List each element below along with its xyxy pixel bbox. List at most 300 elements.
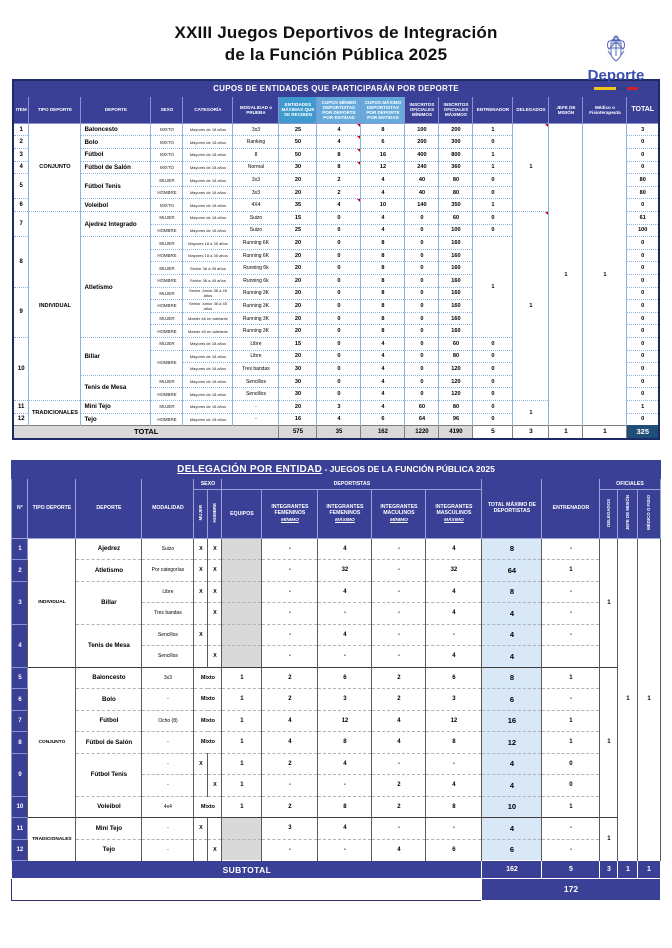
cell: Mayores de 18 años: [183, 161, 233, 174]
cell: 2: [317, 186, 361, 199]
cell: 4: [318, 581, 372, 603]
cell: 160: [439, 325, 473, 338]
table-row: [12, 732, 660, 754]
cell: HOMBRE: [151, 388, 183, 401]
header-cell: DELEGADOS: [513, 96, 549, 123]
cell: 9: [13, 287, 29, 337]
cell: Mayores de 18 años: [183, 199, 233, 212]
cell: Senior 36 a 45 años: [183, 275, 233, 288]
cell: Tenis de Mesa: [76, 624, 142, 667]
cell: 0: [317, 262, 361, 275]
cell: 15: [279, 337, 317, 350]
cell: 4: [482, 646, 542, 668]
cell: Bolo: [81, 136, 151, 149]
cell: -: [542, 581, 600, 603]
cell: 4: [318, 818, 372, 840]
cell: 0: [317, 375, 361, 388]
cell: 4: [318, 538, 372, 560]
t2-title-row: [12, 460, 660, 478]
cell: 4: [262, 732, 318, 754]
cell: Fútbol de Salón: [76, 732, 142, 754]
cell: [12, 879, 482, 901]
cell: MUJER: [151, 287, 183, 300]
cell: 12: [361, 161, 405, 174]
cell: 6: [12, 689, 28, 711]
cell: 120: [439, 363, 473, 376]
cell: Fútbol de Salón: [81, 161, 151, 174]
cell: 16: [361, 149, 405, 162]
cell: 1: [222, 753, 262, 775]
cell: 4: [361, 400, 405, 413]
cell: -: [542, 839, 600, 861]
cell: 20: [279, 262, 317, 275]
cell: 0: [627, 363, 659, 376]
cell: 4: [372, 732, 426, 754]
cell: [208, 818, 222, 840]
cell: -: [542, 624, 600, 646]
cell: MUJER: [151, 262, 183, 275]
cell: Voleibol: [76, 796, 142, 818]
cell: 3x3: [142, 667, 194, 689]
cell: 200: [439, 123, 473, 136]
cell: Senior Junior 36 a 45 años: [183, 287, 233, 300]
cell: 4: [361, 363, 405, 376]
cell: 80: [439, 174, 473, 187]
cell: 1: [513, 212, 549, 401]
cell: -: [318, 603, 372, 625]
cell: 3: [262, 818, 318, 840]
header-cell: MÉDICO O FISIO: [638, 489, 660, 538]
cell: [194, 775, 208, 797]
header-cell: OFICIALES: [600, 478, 660, 489]
cell: 2: [372, 689, 426, 711]
cell: Running 3K: [233, 287, 279, 300]
cell: SUBTOTAL: [12, 861, 482, 879]
cell: MUJER: [151, 212, 183, 225]
cell: [222, 603, 262, 625]
cell: [222, 646, 262, 668]
cell: Tenis de Mesa: [81, 375, 151, 400]
cell: 16: [279, 413, 317, 426]
cell: [222, 560, 262, 582]
cell: INDIVIDUAL: [29, 212, 81, 401]
cell: 0: [317, 325, 361, 338]
cell: Mayores de 18 años: [183, 186, 233, 199]
header-cell: CATEGORÍA: [183, 96, 233, 123]
table-row: [12, 753, 660, 775]
cell: 1: [583, 123, 627, 425]
cell: [194, 646, 208, 668]
cell: 20: [279, 300, 317, 313]
cell: 7: [13, 212, 29, 237]
header-cell: EQUIPOS: [222, 489, 262, 538]
cell: 32: [426, 560, 482, 582]
cell: -: [426, 818, 482, 840]
header-cell: INTEGRANTES FEMENINOS MÍNIMO: [262, 489, 318, 538]
cell: 8: [318, 732, 372, 754]
cell: 2: [372, 775, 426, 797]
cell: 6: [426, 839, 482, 861]
cell: 160: [439, 287, 473, 300]
cell: Billar: [81, 337, 151, 375]
cell: -: [262, 538, 318, 560]
cell: 4: [361, 350, 405, 363]
cell: Mixto: [194, 710, 222, 732]
cell: X: [194, 753, 208, 775]
cell: 0: [627, 388, 659, 401]
cell: 0: [405, 287, 439, 300]
cell: 80: [439, 186, 473, 199]
cell: 2: [262, 753, 318, 775]
header-cell: INSCRITOS OFICIALES MÁXIMOS: [439, 96, 473, 123]
cell: 0: [317, 350, 361, 363]
cell: Mayores de 18 años: [183, 388, 233, 401]
cell: -: [426, 753, 482, 775]
cell: Libre: [233, 337, 279, 350]
cell: 4: [361, 212, 405, 225]
cell: 8: [361, 275, 405, 288]
cell: 162: [361, 426, 405, 439]
colombia-crest-icon: [574, 34, 658, 66]
cell: 400: [405, 149, 439, 162]
cell: 0: [627, 149, 659, 162]
cell: Mayores de 18 años: [183, 400, 233, 413]
t2-header-group-row: [12, 478, 660, 489]
cell: 60: [439, 337, 473, 350]
cell: -: [142, 818, 194, 840]
page-title: [0, 22, 672, 67]
cell: 40: [405, 174, 439, 187]
cell: 1: [222, 710, 262, 732]
cell: Senior 36 a 45 años: [183, 262, 233, 275]
cell: Ajedrez: [76, 538, 142, 560]
table-row: [12, 581, 660, 603]
cell: 1: [12, 538, 28, 560]
cell: 0: [627, 262, 659, 275]
cell: 1: [600, 818, 618, 861]
cell: -: [262, 603, 318, 625]
cell: 3: [627, 123, 659, 136]
cell: 3: [318, 689, 372, 711]
cell: 3: [600, 861, 618, 879]
cell: 1: [627, 400, 659, 413]
cell: 5: [12, 667, 28, 689]
cell: 1: [542, 732, 600, 754]
cell: Mayores de 18 años: [183, 174, 233, 187]
cell: 4: [482, 753, 542, 775]
cell: -: [262, 775, 318, 797]
cell: 12: [12, 839, 28, 861]
cell: MUJER: [151, 375, 183, 388]
cell: 1: [542, 667, 600, 689]
cell: 0: [405, 249, 439, 262]
cell: 8: [318, 796, 372, 818]
cell: HOMBRE: [151, 325, 183, 338]
cell: Sencillos: [142, 624, 194, 646]
table-row: [12, 560, 660, 582]
cell: 0: [627, 300, 659, 313]
cell: 350: [439, 199, 473, 212]
cell: 0: [627, 275, 659, 288]
cell: 8: [361, 325, 405, 338]
cell: Mayores 18 a 35 años: [183, 249, 233, 262]
cell: 0: [473, 337, 513, 350]
cell: 4: [317, 413, 361, 426]
header-cell: JEFE DE MISIÓN: [618, 489, 638, 538]
cell: 11: [12, 818, 28, 840]
grand-total-row: [12, 879, 660, 901]
cell: -: [262, 560, 318, 582]
cell: 61: [627, 212, 659, 225]
cell: 3: [426, 689, 482, 711]
cell: HOMBRE: [151, 350, 183, 375]
cell: 0: [473, 136, 513, 149]
cell: 4: [426, 581, 482, 603]
cell: 1: [600, 538, 618, 667]
header-cell: CUPOS MÁXIMO DEPORTISTAS POR DEPORTE POR ENTIDAD: [361, 96, 405, 123]
cell: HOMBRE: [151, 413, 183, 426]
cell: 160: [439, 249, 473, 262]
cell: 172: [482, 879, 660, 901]
cell: Running 6k: [233, 275, 279, 288]
cell: 140: [405, 199, 439, 212]
cell: Libre: [233, 350, 279, 363]
cell: -: [142, 753, 194, 775]
cell: 3: [12, 581, 28, 624]
cell: 3: [317, 400, 361, 413]
cell: 2: [372, 796, 426, 818]
cell: -: [542, 538, 600, 560]
header-cell: CUPOS MÍNIMO DEPORTISTAS POR DEPORTE POR ENTIDAD: [317, 96, 361, 123]
cell: 10: [482, 796, 542, 818]
cell: -: [372, 560, 426, 582]
cell: 1: [473, 149, 513, 162]
cell: HOMBRE: [151, 275, 183, 288]
cell: 12: [13, 413, 29, 426]
cell: 8: [482, 538, 542, 560]
cell: X: [208, 560, 222, 582]
cell: -: [372, 646, 426, 668]
cell: Atletismo: [81, 237, 151, 338]
cell: Suizo: [233, 224, 279, 237]
cell: 360: [439, 161, 473, 174]
cell: 0: [405, 312, 439, 325]
cell: 4: [361, 174, 405, 187]
cell: X: [208, 603, 222, 625]
cell: 60: [405, 400, 439, 413]
cell: HOMBRE: [151, 249, 183, 262]
cell: -: [372, 753, 426, 775]
cell: 162: [482, 861, 542, 879]
cell: 35: [279, 199, 317, 212]
cell: 0: [317, 300, 361, 313]
cell: Mixto: [194, 732, 222, 754]
cell: -: [318, 839, 372, 861]
cell: 4: [361, 186, 405, 199]
cell: 8: [233, 149, 279, 162]
header-cell: DEPORTISTAS: [222, 478, 482, 489]
cell: Por categorías: [142, 560, 194, 582]
page: [0, 22, 672, 901]
cell: -: [233, 400, 279, 413]
cell: 4: [361, 337, 405, 350]
cell: 8: [13, 237, 29, 287]
cell: 8: [317, 161, 361, 174]
cell: 2: [262, 667, 318, 689]
cell: 4: [426, 646, 482, 668]
cell: 1220: [405, 426, 439, 439]
cell: MIXTO: [151, 161, 183, 174]
cell: 0: [473, 363, 513, 376]
cell: 11: [13, 400, 29, 413]
cell: X: [208, 538, 222, 560]
cell: 0: [627, 161, 659, 174]
page-title-line2: de la Función Pública 2025: [224, 45, 448, 65]
cell: 80: [439, 350, 473, 363]
cell: [208, 753, 222, 775]
header-cell: ENTRENADOR: [473, 96, 513, 123]
cell: -: [142, 839, 194, 861]
cell: 1: [549, 426, 583, 439]
cell: MIXTO: [151, 136, 183, 149]
cell: 0: [317, 224, 361, 237]
cell: 1: [222, 689, 262, 711]
delegacion-por-entidad-table: [11, 460, 660, 901]
cell: 1: [638, 861, 660, 879]
cupos-por-deporte-table: [12, 79, 660, 440]
cell: 3x3: [233, 123, 279, 136]
cell: -: [142, 689, 194, 711]
cell: 10: [361, 199, 405, 212]
cell: 0: [627, 199, 659, 212]
cell: Running 6k: [233, 262, 279, 275]
cell: 0: [627, 136, 659, 149]
cell: -: [262, 624, 318, 646]
deporte-wordmark: Deporte: [587, 67, 645, 84]
cell: Mayores de 18 años: [183, 413, 233, 426]
cell: 20: [279, 312, 317, 325]
cell: 100: [405, 123, 439, 136]
cell: 1: [600, 667, 618, 818]
cell: -: [372, 538, 426, 560]
cell: Baloncesto: [81, 123, 151, 136]
cell: Master 46 en adelante: [183, 312, 233, 325]
t1-title-row: [13, 80, 659, 97]
cell: Mayores de 18 años: [183, 136, 233, 149]
cell: 0: [405, 325, 439, 338]
cell: 4: [317, 123, 361, 136]
header-cell: MODALIDAD o PRUEBA: [233, 96, 279, 123]
cell: 1: [542, 560, 600, 582]
cell: 8: [361, 262, 405, 275]
cell: 0: [627, 237, 659, 250]
cell: X: [194, 538, 208, 560]
cell: 4: [262, 710, 318, 732]
cell: Mixto: [194, 796, 222, 818]
cell: 8: [317, 149, 361, 162]
cell: 0: [405, 262, 439, 275]
table-row: [12, 538, 660, 560]
cell: 12: [426, 710, 482, 732]
cell: 6: [361, 413, 405, 426]
cell: Running 3K: [233, 325, 279, 338]
cell: Fútbol: [76, 710, 142, 732]
cell: 9: [12, 753, 28, 796]
cell: 20: [279, 275, 317, 288]
cell: 2: [262, 796, 318, 818]
cell: [542, 646, 600, 668]
cell: 4x4: [142, 796, 194, 818]
cell: 0: [405, 275, 439, 288]
cell: 3x3: [233, 174, 279, 187]
cell: 0: [405, 237, 439, 250]
cell: 8: [361, 249, 405, 262]
cell: 60: [439, 212, 473, 225]
cell: 1: [583, 426, 627, 439]
cell: 1: [13, 123, 29, 136]
cell: Tejo: [81, 413, 151, 426]
cell: Suizo: [142, 538, 194, 560]
cell: Fútbol Tenis: [76, 753, 142, 796]
cell: Baloncesto: [76, 667, 142, 689]
cell: 0: [405, 375, 439, 388]
cell: 8: [482, 667, 542, 689]
cell: 325: [627, 426, 659, 439]
cell: 0: [405, 224, 439, 237]
header-cell: TIPO DEPORTE: [29, 96, 81, 123]
cell: 25: [279, 123, 317, 136]
cell: 1: [473, 161, 513, 174]
cell: MUJER: [151, 237, 183, 250]
cell: 0: [473, 388, 513, 401]
colombia-flag-bar: [594, 87, 638, 90]
cell: Ocho (8): [142, 710, 194, 732]
cell: 35: [317, 426, 361, 439]
cell: 4X4: [233, 199, 279, 212]
cell: Fútbol: [81, 149, 151, 162]
cell: 0: [473, 174, 513, 187]
cell: 4190: [439, 426, 473, 439]
cell: 25: [279, 224, 317, 237]
cell: X: [208, 775, 222, 797]
cell: -: [542, 689, 600, 711]
cell: 8: [482, 581, 542, 603]
cell: Sencillos: [233, 388, 279, 401]
cell: 30: [279, 375, 317, 388]
cell: 0: [405, 350, 439, 363]
cell: [222, 839, 262, 861]
cell: 4: [12, 624, 28, 667]
deporte-logo: [574, 34, 658, 90]
comment-marker-icon: [545, 212, 548, 215]
header-cell: DEPORTE: [81, 96, 151, 123]
cell: -: [426, 624, 482, 646]
cell: 2: [12, 560, 28, 582]
t1-title: CUPOS DE ENTIDADES QUE PARTICIPARÁN POR DEPORTE: [13, 80, 659, 97]
cell: 0: [317, 388, 361, 401]
cell: 2: [372, 667, 426, 689]
cell: -: [142, 732, 194, 754]
cell: 0: [542, 775, 600, 797]
table-row: [12, 796, 660, 818]
cell: Mayores de 18 años: [183, 350, 233, 363]
cell: -: [142, 775, 194, 797]
cell: Mayores de 18 años: [183, 363, 233, 376]
cell: HOMBRE: [151, 300, 183, 313]
page-title-line1: XXIII Juegos Deportivos de Integración: [174, 23, 498, 42]
cell: MUJER: [151, 400, 183, 413]
header-cell: DELEGADOS: [600, 489, 618, 538]
